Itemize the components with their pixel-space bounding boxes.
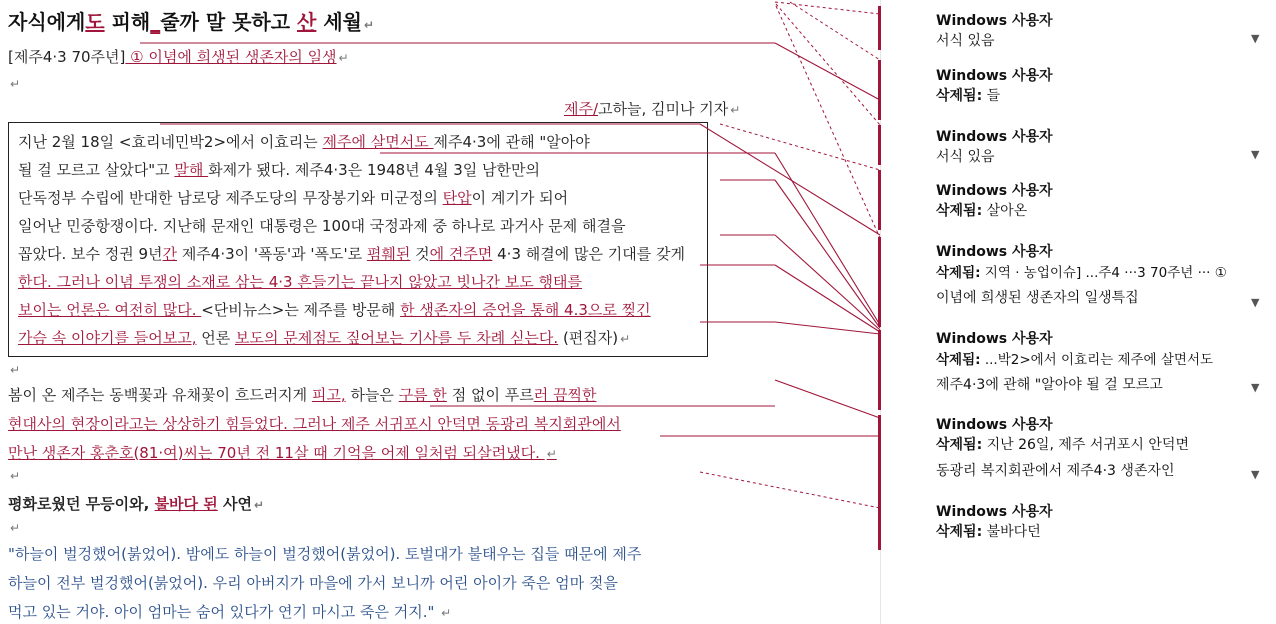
change-bar [878,330,881,410]
quote-line[interactable]: 하늘이 전부 벌겅했어(붉었어). 우리 아버지가 마을에 가서 보니까 어린 아이가 죽은 엄마 젖을 [8,574,618,592]
chevron-down-icon[interactable]: ▼ [1251,381,1260,394]
box-line[interactable]: 가슴 속 이야기를 들어보고, 언론 보도의 문제점도 짚어보는 기사를 두 차례 싣는다. (편집자) ↵ [18,329,631,347]
change-bar [878,170,881,230]
comment-balloon[interactable]: Windows 사용자 삭제됨: 지역 · 농업이슈] ...주4 ···3 70주년 ··· ① 이념에 희생된 생존자의 일생특집 [936,244,1227,306]
body-line[interactable]: 현대사의 현장이라고는 상상하기 힘들었다. 그러나 제주 서귀포시 안덕면 동광리 복지회관에서 [8,415,621,433]
comment-balloon[interactable]: Windows 사용자 서식 있음 [936,129,1053,165]
comment-balloon[interactable]: Windows 사용자 서식 있음 [936,13,1053,49]
change-bar [878,415,881,550]
box-line[interactable]: 일어난 민중항쟁이다. 지난해 문재인 대통령은 100대 국정과제 중 하나로 과거사 문제 해결을 [18,217,626,235]
box-line[interactable]: 꼽았다. 보수 정권 9년간 제주4·3이 '폭동'과 '폭도'로 폄훼된 것에 견주면 4·3 해결에 많은 기대를 갖게 [18,245,685,263]
box-line[interactable]: 한다. 그러나 이념 투쟁의 소재로 삼는 4·3 흔들기는 끝나지 않았고 빗나간 보도 행태를 [18,273,583,291]
paragraph-mark-icon: ↵ [10,469,21,483]
chevron-down-icon[interactable]: ▼ [1251,296,1260,309]
box-line[interactable]: 단독정부 수립에 반대한 남로당 제주도당의 무장봉기와 미군정의 탄압이 계기가 되어 [18,189,569,207]
comment-balloon[interactable]: Windows 사용자 삭제됨: ...박2>에서 이효리는 제주에 살면서도 제주4·3에 관해 "알아야 될 걸 모르고 [936,331,1214,393]
paragraph-mark-icon: ↵ [10,77,21,91]
byline[interactable]: 제주/고하늘, 김미나 기자 ↵ [564,100,741,118]
change-bar [878,6,881,50]
box-line[interactable]: 될 걸 모르고 살았다"고 말해 화제가 됐다. 제주4·3은 1948년 4월 3일 남한만의 [18,161,540,179]
chevron-down-icon[interactable]: ▼ [1251,148,1260,161]
comment-balloon[interactable]: Windows 사용자 삭제됨: 불바다던 [936,504,1053,540]
box-line[interactable]: 보이는 언론은 여전히 많다. <단비뉴스>는 제주를 방문해 한 생존자의 증언을 통해 4.3으로 찢긴 [18,301,651,319]
comment-balloon[interactable]: Windows 사용자 삭제됨: 들 [936,68,1053,104]
chevron-down-icon[interactable]: ▼ [1251,468,1260,481]
paragraph-mark-icon: ↵ [10,363,21,377]
comment-balloon[interactable]: Windows 사용자 삭제됨: 지난 26일, 제주 서귀포시 안덕면 동광리 복지회관에서 제주4·3 생존자인 [936,417,1189,479]
series-line[interactable]: [제주4·3 70주년] ① 이념에 희생된 생존자의 일생 ↵ [8,48,349,66]
quote-line[interactable]: "하늘이 벌겅했어(붉었어). 밤에도 하늘이 벌겅했어(붉었어). 토벌대가 불태우는 집들 때문에 제주 [8,545,642,563]
paragraph-mark-icon: ↵ [253,498,265,512]
quote-line[interactable]: 먹고 있는 거야. 아이 엄마는 숨어 있다가 연기 마시고 죽은 거지." ↵ [8,603,452,621]
paragraph-mark-icon: ↵ [338,51,349,65]
paragraph-mark-icon: ↵ [363,18,375,32]
article-title[interactable]: 자식에게도 피해_줄까 말 못하고 산 세월 ↵ [8,10,375,34]
change-bar [878,60,881,120]
subheading[interactable]: 평화로웠던 무등이와, 불바다 된 사연 ↵ [8,495,265,513]
paragraph-mark-icon: ↵ [546,447,557,461]
paragraph-mark-icon: ↵ [620,332,631,346]
comment-balloon[interactable]: Windows 사용자 삭제됨: 살아온 [936,183,1053,219]
chevron-down-icon[interactable]: ▼ [1251,32,1260,45]
paragraph-mark-icon: ↵ [441,606,452,620]
body-line[interactable]: 만난 생존자 홍춘호(81·여)씨는 70년 전 11살 때 기억을 어제 일처럼 되살려냈다. ↵ [8,444,557,462]
change-bar [878,237,881,327]
paragraph-mark-icon: ↵ [10,521,21,535]
change-bar [878,125,881,165]
body-line[interactable]: 봄이 온 제주는 동백꽃과 유채꽃이 흐드러지게 피고, 하늘은 구름 한 점 없이 푸르러 끔찍한 [8,386,597,404]
box-line[interactable]: 지난 2월 18일 <효리네민박2>에서 이효리는 제주에 살면서도 제주4·3에 관해 "알아야 [18,133,590,151]
paragraph-mark-icon: ↵ [730,103,741,117]
